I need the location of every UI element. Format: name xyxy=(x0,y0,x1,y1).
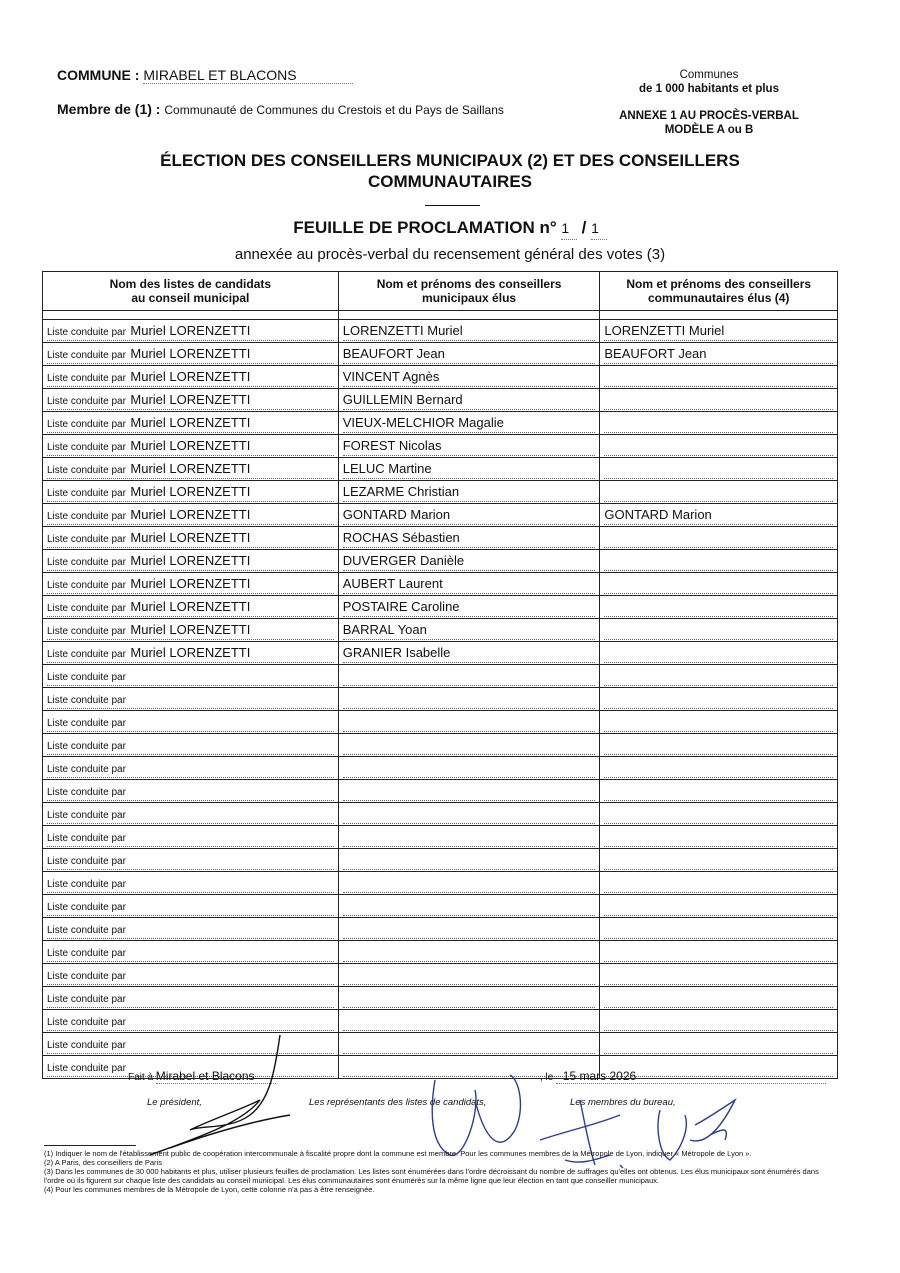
municipal-name: BARRAL Yoan xyxy=(343,621,596,640)
table-row xyxy=(43,619,838,642)
communautaire-cell xyxy=(600,435,838,458)
municipal-name xyxy=(343,920,596,939)
list-leader: Muriel LORENZETTI xyxy=(130,599,251,614)
municipal-name xyxy=(343,943,596,962)
table-row xyxy=(43,596,838,619)
table-row xyxy=(43,389,838,412)
list-label: Liste conduite par xyxy=(47,925,126,936)
fait-label: Fait à xyxy=(128,1072,154,1083)
list-cell xyxy=(43,320,339,343)
list-leader: Muriel LORENZETTI xyxy=(130,576,251,591)
list-label: Liste conduite par xyxy=(47,833,126,844)
president-label: Le président, xyxy=(147,1097,202,1108)
list-cell xyxy=(43,573,339,596)
list-leader: Muriel LORENZETTI xyxy=(130,323,251,338)
municipal-name: AUBERT Laurent xyxy=(343,575,596,594)
communautaire-cell xyxy=(600,481,838,504)
communautaire-name xyxy=(604,966,833,985)
feuille-title xyxy=(0,217,900,240)
communautaire-cell xyxy=(600,895,838,918)
footnote-4: (4) Pour les communes membres de la Métropole de Lyon, cette colonne n'a pas à être renseignée. xyxy=(44,1185,375,1194)
communautaire-cell xyxy=(600,941,838,964)
table-row xyxy=(43,780,838,803)
membre-label: Membre de (1) : xyxy=(57,101,161,117)
membres-label: Les membres du bureau, xyxy=(570,1097,676,1108)
commune-line xyxy=(57,67,353,84)
municipal-name: POSTAIRE Caroline xyxy=(343,598,596,617)
municipal-cell xyxy=(338,803,600,826)
feuille-slash: / xyxy=(581,218,587,237)
municipal-cell xyxy=(338,412,600,435)
municipal-cell xyxy=(338,941,600,964)
municipal-cell xyxy=(338,573,600,596)
table-row xyxy=(43,642,838,665)
table-row xyxy=(43,435,838,458)
list-label: Liste conduite par xyxy=(47,557,126,568)
list-cell xyxy=(43,619,339,642)
list-leader: Muriel LORENZETTI xyxy=(130,645,251,660)
membre-value: Communauté de Communes du Crestois et du Pays de Saillans xyxy=(164,103,504,117)
feuille-label: FEUILLE DE PROCLAMATION n° xyxy=(293,218,557,237)
municipal-cell xyxy=(338,619,600,642)
table-row xyxy=(43,872,838,895)
communautaire-name xyxy=(604,1035,833,1054)
municipal-cell xyxy=(338,757,600,780)
communautaire-name xyxy=(604,391,833,410)
fait-value: Mirabel et Blacons xyxy=(155,1069,255,1083)
list-cell xyxy=(43,527,339,550)
table-row xyxy=(43,757,838,780)
communautaire-cell xyxy=(600,1033,838,1056)
election-title xyxy=(0,150,900,192)
communautaire-name xyxy=(604,667,833,686)
list-cell xyxy=(43,412,339,435)
list-label: Liste conduite par xyxy=(47,327,126,338)
municipal-name: LEZARME Christian xyxy=(343,483,596,502)
municipal-name xyxy=(343,1035,596,1054)
municipal-name xyxy=(343,989,596,1008)
list-leader: Muriel LORENZETTI xyxy=(130,392,251,407)
list-leader: Muriel LORENZETTI xyxy=(130,415,251,430)
list-label: Liste conduite par xyxy=(47,879,126,890)
list-label: Liste conduite par xyxy=(47,718,126,729)
footnote-1: (1) Indiquer le nom de l'établissement public de coopération intercommunale à fiscalité propre dont la commune est membre. Pour les communes membres de la Métropole de Lyon, indiquer « Métropole de Lyon ». xyxy=(44,1149,752,1158)
header-right-line3: ANNEXE 1 AU PROCÈS-VERBAL xyxy=(619,110,799,122)
communautaire-cell xyxy=(600,872,838,895)
list-label: Liste conduite par xyxy=(47,442,126,453)
list-cell xyxy=(43,964,339,987)
communautaire-name xyxy=(604,713,833,732)
list-label: Liste conduite par xyxy=(47,350,126,361)
municipal-cell xyxy=(338,872,600,895)
commune-label: COMMUNE : xyxy=(57,67,140,83)
list-cell xyxy=(43,803,339,826)
communautaire-cell xyxy=(600,366,838,389)
header-right-line2: de 1 000 habitants et plus xyxy=(639,83,779,95)
table-row xyxy=(43,688,838,711)
subtitle: annexée au procès-verbal du recensement général des votes (3) xyxy=(234,246,666,263)
list-label: Liste conduite par xyxy=(47,626,126,637)
municipal-name xyxy=(343,759,596,778)
date-label: , le xyxy=(540,1072,554,1083)
table-row xyxy=(43,826,838,849)
municipal-cell xyxy=(338,1010,600,1033)
municipal-cell xyxy=(338,688,600,711)
communautaire-cell xyxy=(600,780,838,803)
communautaire-cell xyxy=(600,596,838,619)
list-cell xyxy=(43,389,339,412)
communautaire-cell xyxy=(600,343,838,366)
proclamation-table xyxy=(42,271,838,1079)
table-row xyxy=(43,481,838,504)
communautaire-name: LORENZETTI Muriel xyxy=(604,322,833,341)
header-right-line1: Communes xyxy=(679,69,739,81)
list-leader: Muriel LORENZETTI xyxy=(130,461,251,476)
header-communautaire: Nom et prénoms des conseillers communautaires élus (4) xyxy=(600,272,838,311)
municipal-cell xyxy=(338,435,600,458)
communautaire-name xyxy=(604,690,833,709)
list-leader: Muriel LORENZETTI xyxy=(130,369,251,384)
list-label: Liste conduite par xyxy=(47,787,126,798)
header-right xyxy=(604,68,814,137)
municipal-name xyxy=(343,897,596,916)
table-row xyxy=(43,665,838,688)
communautaire-cell xyxy=(600,711,838,734)
municipal-cell xyxy=(338,320,600,343)
municipal-name xyxy=(343,782,596,801)
municipal-name xyxy=(343,736,596,755)
communautaire-cell xyxy=(600,1010,838,1033)
municipal-cell xyxy=(338,642,600,665)
list-label: Liste conduite par xyxy=(47,603,126,614)
list-label: Liste conduite par xyxy=(47,948,126,959)
municipal-name: VIEUX-MELCHIOR Magalie xyxy=(343,414,596,433)
communautaire-cell xyxy=(600,688,838,711)
communautaire-name xyxy=(604,1012,833,1031)
communautaire-cell xyxy=(600,550,838,573)
communautaire-cell xyxy=(600,458,838,481)
municipal-cell xyxy=(338,550,600,573)
communautaire-name xyxy=(604,575,833,594)
list-cell xyxy=(43,596,339,619)
list-cell xyxy=(43,780,339,803)
list-leader: Muriel LORENZETTI xyxy=(130,346,251,361)
header-municipal: Nom et prénoms des conseillers municipaux élus xyxy=(338,272,600,311)
municipal-cell xyxy=(338,527,600,550)
communautaire-name xyxy=(604,529,833,548)
communautaire-name xyxy=(604,874,833,893)
municipal-cell xyxy=(338,987,600,1010)
municipal-cell xyxy=(338,780,600,803)
list-cell xyxy=(43,757,339,780)
list-cell xyxy=(43,895,339,918)
communautaire-cell xyxy=(600,757,838,780)
municipal-name xyxy=(343,805,596,824)
communautaire-cell xyxy=(600,527,838,550)
municipal-name: GONTARD Marion xyxy=(343,506,596,525)
communautaire-name xyxy=(604,989,833,1008)
list-cell xyxy=(43,504,339,527)
table-spacer xyxy=(43,311,838,320)
municipal-name xyxy=(343,828,596,847)
president-signature xyxy=(130,1030,300,1160)
communautaire-cell xyxy=(600,389,838,412)
communautaire-name xyxy=(604,483,833,502)
municipal-cell xyxy=(338,366,600,389)
title-line1: ÉLECTION DES CONSEILLERS MUNICIPAUX (2) ET DES CONSEILLERS xyxy=(160,151,740,170)
table-row xyxy=(43,895,838,918)
list-cell xyxy=(43,550,339,573)
list-cell xyxy=(43,366,339,389)
list-cell xyxy=(43,826,339,849)
municipal-name xyxy=(343,1012,596,1031)
municipal-cell xyxy=(338,458,600,481)
communautaire-cell xyxy=(600,918,838,941)
municipal-cell xyxy=(338,711,600,734)
list-leader: Muriel LORENZETTI xyxy=(130,530,251,545)
list-leader: Muriel LORENZETTI xyxy=(130,553,251,568)
municipal-cell xyxy=(338,895,600,918)
table-row xyxy=(43,964,838,987)
municipal-cell xyxy=(338,918,600,941)
municipal-cell xyxy=(338,504,600,527)
list-label: Liste conduite par xyxy=(47,971,126,982)
list-label: Liste conduite par xyxy=(47,764,126,775)
table-body xyxy=(43,311,838,1079)
municipal-cell xyxy=(338,964,600,987)
table-row xyxy=(43,527,838,550)
municipal-name: GRANIER Isabelle xyxy=(343,644,596,663)
title-line2: COMMUNAUTAIRES xyxy=(367,172,532,191)
list-label: Liste conduite par xyxy=(47,511,126,522)
municipal-cell xyxy=(338,665,600,688)
list-leader: Muriel LORENZETTI xyxy=(130,484,251,499)
table-row xyxy=(43,711,838,734)
communautaire-cell xyxy=(600,987,838,1010)
municipal-name xyxy=(343,874,596,893)
communautaire-name xyxy=(604,736,833,755)
list-cell xyxy=(43,481,339,504)
communautaire-name xyxy=(604,782,833,801)
list-label: Liste conduite par xyxy=(47,419,126,430)
list-cell xyxy=(43,711,339,734)
title-separator xyxy=(425,205,480,206)
list-cell xyxy=(43,665,339,688)
table-row xyxy=(43,412,838,435)
communautaire-cell xyxy=(600,619,838,642)
municipal-name: FOREST Nicolas xyxy=(343,437,596,456)
municipal-cell xyxy=(338,849,600,872)
municipal-cell xyxy=(338,596,600,619)
table-row xyxy=(43,504,838,527)
municipal-cell xyxy=(338,826,600,849)
table-row xyxy=(43,366,838,389)
list-label: Liste conduite par xyxy=(47,856,126,867)
municipal-cell xyxy=(338,343,600,366)
list-cell xyxy=(43,343,339,366)
list-label: Liste conduite par xyxy=(47,810,126,821)
communautaire-name xyxy=(604,805,833,824)
header-right-line4: MODÈLE A ou B xyxy=(664,124,754,136)
communautaire-name xyxy=(604,897,833,916)
table-row xyxy=(43,550,838,573)
footnote-3: (3) Dans les communes de 30 000 habitants et plus, utiliser plusieurs feuilles de proclamation. Les listes sont énumérées dans l'ordre décroissant du nombre de suffrages qu'elles ont obtenus. Les élus municipaux sont énumérés dans l'ordre où ils figurent sur chaque liste des candidats au conseil municipal. Les élus communautaires sont énumérés sur la même ligne que leur élection en tant que conseiller municipaux. xyxy=(44,1167,819,1185)
list-cell xyxy=(43,849,339,872)
list-label: Liste conduite par xyxy=(47,902,126,913)
communautaire-cell xyxy=(600,504,838,527)
footnotes xyxy=(44,1149,834,1194)
municipal-name xyxy=(343,667,596,686)
communautaire-name xyxy=(604,621,833,640)
list-label: Liste conduite par xyxy=(47,1017,126,1028)
list-cell xyxy=(43,918,339,941)
list-cell xyxy=(43,941,339,964)
list-label: Liste conduite par xyxy=(47,534,126,545)
feuille-total: 1 xyxy=(591,220,599,236)
municipal-cell xyxy=(338,481,600,504)
list-cell xyxy=(43,987,339,1010)
communautaire-cell xyxy=(600,573,838,596)
municipal-name xyxy=(343,851,596,870)
list-label: Liste conduite par xyxy=(47,465,126,476)
table-row xyxy=(43,987,838,1010)
communautaire-name xyxy=(604,644,833,663)
list-leader: Muriel LORENZETTI xyxy=(130,507,251,522)
municipal-name: LELUC Martine xyxy=(343,460,596,479)
municipal-cell xyxy=(338,389,600,412)
list-label: Liste conduite par xyxy=(47,373,126,384)
communautaire-name xyxy=(604,598,833,617)
table-row xyxy=(43,941,838,964)
communautaire-cell xyxy=(600,964,838,987)
table-row xyxy=(43,458,838,481)
municipal-name: LORENZETTI Muriel xyxy=(343,322,596,341)
communautaire-cell xyxy=(600,849,838,872)
municipal-name: BEAUFORT Jean xyxy=(343,345,596,364)
municipal-name: ROCHAS Sébastien xyxy=(343,529,596,548)
list-label: Liste conduite par xyxy=(47,994,126,1005)
list-leader: Muriel LORENZETTI xyxy=(130,438,251,453)
municipal-name xyxy=(343,966,596,985)
communautaire-name xyxy=(604,920,833,939)
communautaire-name xyxy=(604,460,833,479)
municipal-name xyxy=(343,713,596,732)
list-label: Liste conduite par xyxy=(47,695,126,706)
list-cell xyxy=(43,872,339,895)
list-label: Liste conduite par xyxy=(47,672,126,683)
communautaire-name xyxy=(604,943,833,962)
communautaire-name xyxy=(604,851,833,870)
commune-value: MIRABEL ET BLACONS xyxy=(143,67,297,83)
municipal-cell xyxy=(338,1033,600,1056)
communautaire-name xyxy=(604,368,833,387)
communautaire-cell xyxy=(600,320,838,343)
list-label: Liste conduite par xyxy=(47,396,126,407)
table-row xyxy=(43,734,838,757)
municipal-cell xyxy=(338,734,600,757)
communautaire-name xyxy=(604,414,833,433)
table-row xyxy=(43,573,838,596)
feuille-number: 1 xyxy=(561,220,570,236)
list-label: Liste conduite par xyxy=(47,1040,126,1051)
communautaire-name xyxy=(604,552,833,571)
list-label: Liste conduite par xyxy=(47,1063,126,1074)
communautaire-cell xyxy=(600,642,838,665)
communautaire-name: BEAUFORT Jean xyxy=(604,345,833,364)
communautaire-cell xyxy=(600,826,838,849)
list-cell xyxy=(43,435,339,458)
representants-label: Les représentants des listes de candidats, xyxy=(309,1097,487,1108)
table-row xyxy=(43,849,838,872)
communautaire-cell xyxy=(600,734,838,757)
communautaire-cell xyxy=(600,803,838,826)
list-cell xyxy=(43,734,339,757)
list-cell xyxy=(43,458,339,481)
municipal-name: GUILLEMIN Bernard xyxy=(343,391,596,410)
list-label: Liste conduite par xyxy=(47,649,126,660)
list-label: Liste conduite par xyxy=(47,741,126,752)
list-label: Liste conduite par xyxy=(47,580,126,591)
table-row xyxy=(43,320,838,343)
communautaire-name xyxy=(604,828,833,847)
municipal-name: DUVERGER Danièle xyxy=(343,552,596,571)
communautaire-name xyxy=(604,437,833,456)
communautaire-cell xyxy=(600,665,838,688)
table-row xyxy=(43,918,838,941)
list-leader: Muriel LORENZETTI xyxy=(130,622,251,637)
table-row xyxy=(43,343,838,366)
list-cell xyxy=(43,688,339,711)
communautaire-cell xyxy=(600,412,838,435)
communautaire-name xyxy=(604,759,833,778)
list-label: Liste conduite par xyxy=(47,488,126,499)
communautaire-name: GONTARD Marion xyxy=(604,506,833,525)
municipal-name xyxy=(343,690,596,709)
date-value: 15 mars 2026 xyxy=(562,1069,637,1083)
membre-line xyxy=(57,101,504,117)
footnote-rule xyxy=(44,1145,136,1146)
municipal-name: VINCENT Agnès xyxy=(343,368,596,387)
table-row xyxy=(43,803,838,826)
header-lists: Nom des listes de candidats au conseil municipal xyxy=(43,272,339,311)
list-cell xyxy=(43,642,339,665)
footnote-2: (2) A Paris, des conseillers de Paris xyxy=(44,1158,162,1167)
